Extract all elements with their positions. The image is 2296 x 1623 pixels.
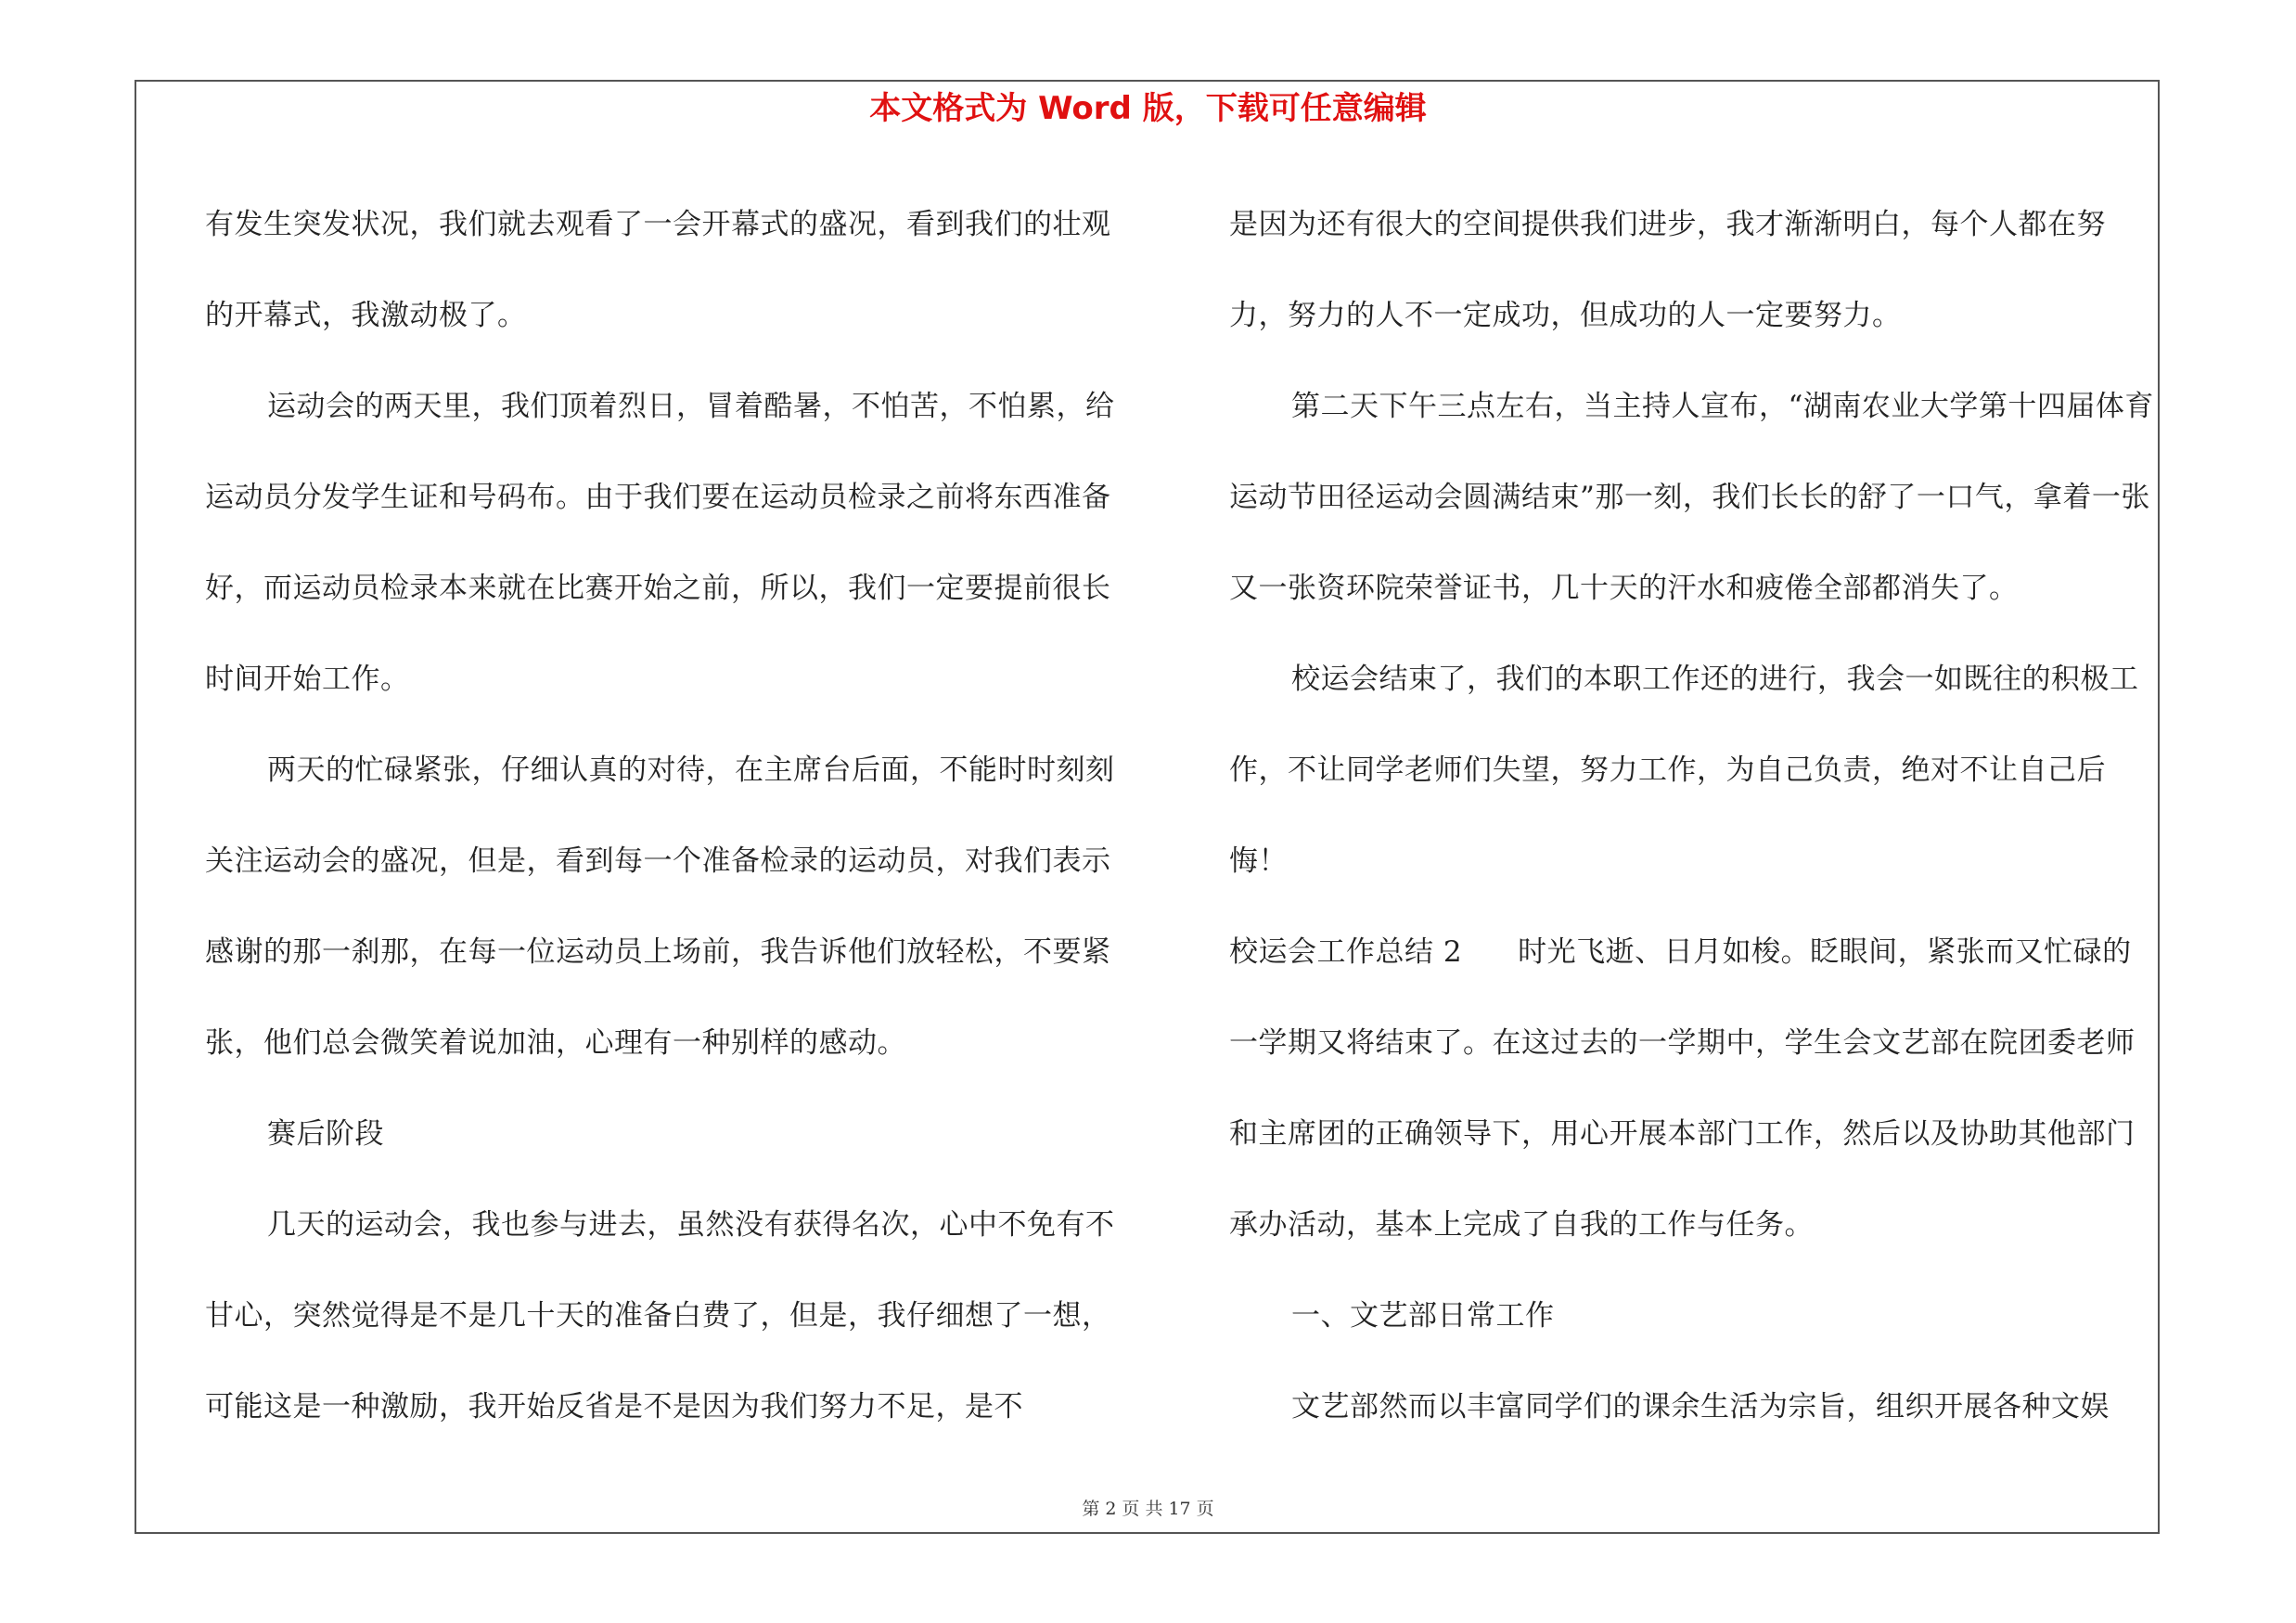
footer-prefix: 第 <box>1082 1499 1100 1519</box>
paragraph: 有发生突发状况，我们就去观看了一会开幕式的盛况，看到我们的壮观的开幕式，我激动极了。 <box>205 208 1111 332</box>
total-pages: 17 <box>1168 1499 1191 1519</box>
word-format-banner: 本文格式为 Word 版，下载可任意编辑 <box>869 90 1427 127</box>
paragraph: 第二天下午三点左右，当主持人宣布，“湖南农业大学第十四届体育运动节田径运动会圆满结束”那一刻，我们长长的舒了一口气，拿着一张又一张资环院荣誉证书，几十天的汗水和疲倦全部都消失了。 <box>1229 390 2154 605</box>
left-column <box>205 179 1133 1460</box>
paragraph: 几天的运动会，我也参与进去，虽然没有获得名次，心中不免有不甘心，突然觉得是不是几十天的准备白费了，但是，我仔细想了一想，可能这是一种激励，我开始反省是不是因为我们努力不足，是不 <box>205 1208 1115 1423</box>
section-heading: 赛后阶段 <box>267 1117 384 1151</box>
right-column <box>1229 179 2157 1460</box>
summary-body: 时光飞逝、日月如梭。眨眼间，紧张而又忙碌的一学期又将结束了。在这过去的一学期中，学生会文艺部在院团委老师和主席团的正确领导下，用心开展本部门工作，然后以及协助其他部门承办活动，基本上完成了自我的工作与任务。 <box>1229 935 2136 1242</box>
paragraph: 两天的忙碌紧张，仔细认真的对待，在主席台后面，不能时时刻刻关注运动会的盛况，但是，看到每一个准备检录的运动员，对我们表示感谢的那一刹那，在每一位运动员上场前，我告诉他们放轻松，不要紧张，他们总会微笑着说加油，心理有一种别样的感动。 <box>205 754 1115 1060</box>
summary-title: 校运会工作总结 2 <box>1229 935 1463 969</box>
section-heading: 一、文艺部日常工作 <box>1291 1299 1555 1333</box>
paragraph: 是因为还有很大的空间提供我们进步，我才渐渐明白，每个人都在努力，努力的人不一定成功，但成功的人一定要努力。 <box>1229 208 2106 332</box>
paragraph: 校运会结束了，我们的本职工作还的进行，我会一如既往的积极工作，不让同学老师们失望，努力工作，为自己负责，绝对不让自己后悔！ <box>1229 663 2139 878</box>
footer-suffix: 页 <box>1196 1499 1214 1519</box>
page-number: 2 <box>1105 1499 1117 1519</box>
paragraph: 运动会的两天里，我们顶着烈日，冒着酷暑，不怕苦，不怕累，给运动员分发学生证和号码布。由于我们要在运动员检录之前将东西准备好，而运动员检录本来就在比赛开始之前，所以，我们一定要提前很长时间开始工作。 <box>205 390 1115 696</box>
paragraph: 文艺部然而以丰富同学们的课余生活为宗旨，组织开展各种文娱 <box>1291 1390 2110 1423</box>
paragraph <box>1229 907 2157 1270</box>
page-footer <box>0 1496 2296 1522</box>
footer-middle: 页 共 <box>1122 1499 1163 1519</box>
